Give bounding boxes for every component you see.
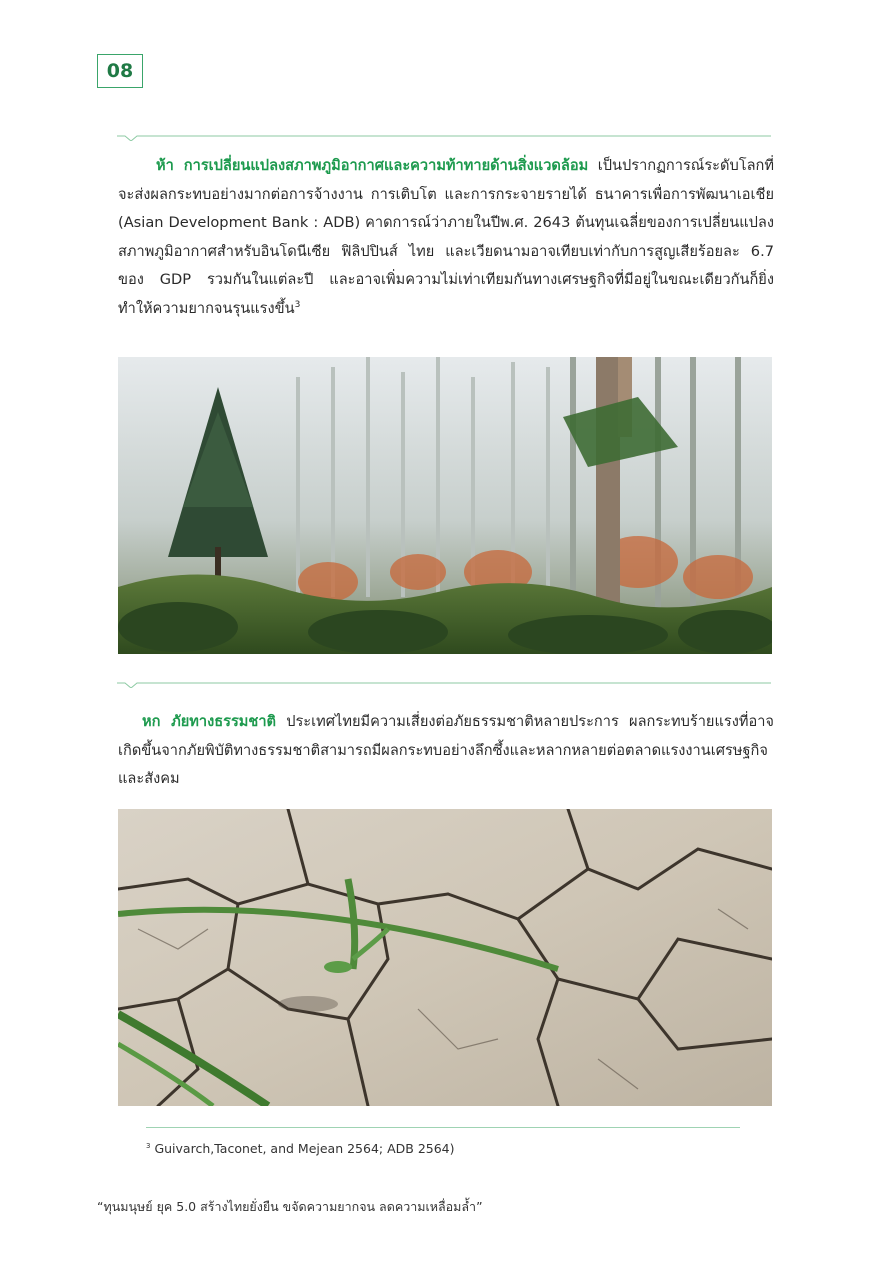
climate-body: เป็นปรากฏการณ์ระดับโลกที่จะส่งผลกระทบอย่างมากต่อการจ้างงาน การเติบโต และการกระจายรายได้ ธนาคารเพื่อการพัฒนาเอเชีย (Asian Development Bank : ADB) คาดการณ์ว่าภายในปีพ.ศ. 2643 ต้นทุนเฉลี่ยของการเปลี่ยนแปลงสภาพภูมิอากาศสำหรับอินโดนีเซีย ฟิลิปปินส์ ไทย และเวียดนามอาจเทียบเท่ากับการสูญเสียร้อยละ 6.7 ของ GDP รวมกันในแต่ละปี และอาจเพิ่มความไม่เท่าเทียมกันทางเศรษฐกิจที่มีอยู่ในขณะเดียวกันก็ยิ่งทำให้ความยากจนรุนแรงขึ้น <box>118 157 774 317</box>
footnote-text: Guivarch,Taconet, and Mejean 2564; ADB 2564) <box>150 1141 455 1156</box>
disaster-paragraph <box>118 708 774 794</box>
misty-forest-photo <box>118 357 772 654</box>
page-number: 08 <box>97 54 143 88</box>
section-divider <box>117 678 771 688</box>
disaster-heading: หก ภัยทางธรรมชาติ <box>142 713 276 730</box>
footnote-ref: 3 <box>294 300 301 311</box>
section-divider <box>117 131 771 141</box>
footnote-marker: 3 <box>146 1141 151 1150</box>
footnote <box>146 1141 455 1156</box>
cracked-earth-photo <box>118 809 772 1106</box>
footer-slogan: “ทุนมนุษย์ ยุค 5.0 สร้างไทยยั่งยืน ขจัดความยากจน ลดความเหลื่อมล้ำ” <box>97 1199 483 1214</box>
disaster-body: ประเทศไทยมีความเสี่ยงต่อภัยธรรมชาติหลายประการ ผลกระทบร้ายแรงที่อาจเกิดขึ้นจากภัยพิบัติทางธรรมชาติสามารถมีผลกระทบอย่างลึกซึ้งและหลากหลายต่อตลาดแรงงานเศรษฐกิจและสังคม <box>118 713 774 788</box>
climate-paragraph <box>118 152 774 324</box>
footnote-separator <box>146 1127 740 1128</box>
climate-heading: ห้า การเปลี่ยนแปลงสภาพภูมิอากาศและความท้าทายด้านสิ่งแวดล้อม <box>156 157 589 174</box>
